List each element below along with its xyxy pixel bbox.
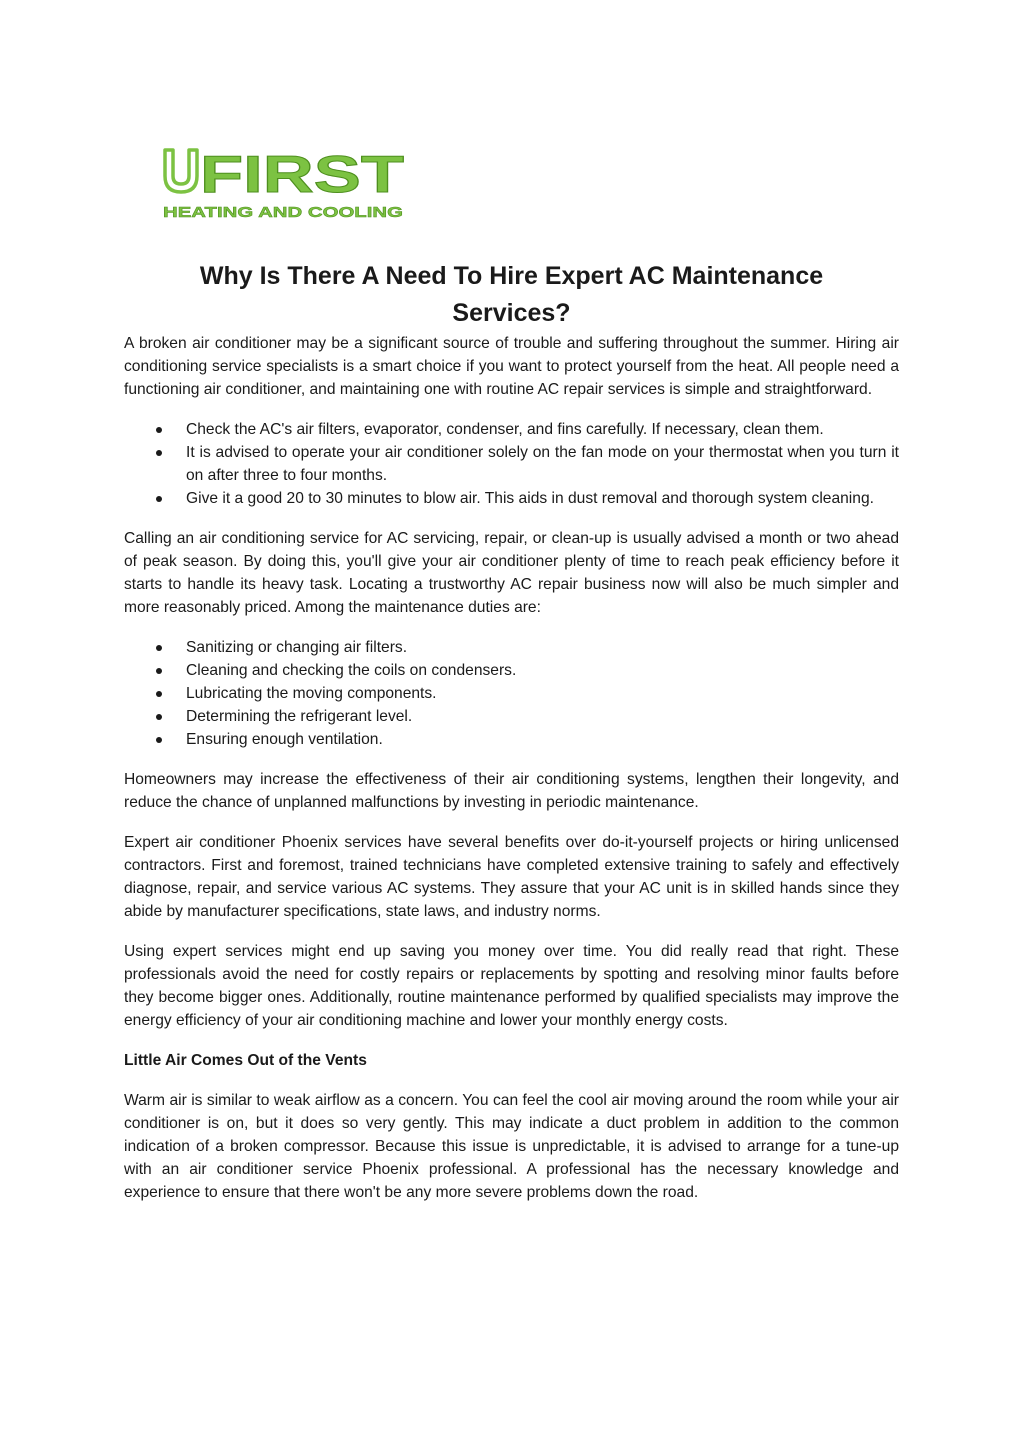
- airflow-paragraph: Warm air is similar to weak airflow as a concern. You can feel the cool air moving around the room while your air conditioner is on, but it does so very gently. This may indicate a duct problem in addition to the common indication of a broken compressor. Because this issue is unpredictable, it is advised to arrange for a tune-up with an air conditioner service Phoenix professional. A professional has the necessary knowledge and experience to ensure that there won't be any more severe problems down the road.: [124, 1092, 899, 1201]
- page-title: Why Is There A Need To Hire Expert AC Maintenance Services?: [199, 262, 824, 327]
- list-item: [124, 682, 899, 705]
- logo-tagline: HEATING AND COOLING: [163, 204, 403, 221]
- list-item-text: Cleaning and checking the coils on condensers.: [186, 662, 517, 679]
- bullet-icon: [156, 668, 162, 674]
- expert-paragraph: Expert air conditioner Phoenix services have several benefits over do-it-yourself projects or hiring unlicensed contractors. First and foremost, trained technicians have completed extensive training to safely and effectively diagnose, repair, and service various AC systems. They assure that your AC unit is in skilled hands since they abide by manufacturer specifications, state laws, and industry norms.: [124, 834, 899, 920]
- list-item: [124, 441, 899, 487]
- company-logo: [162, 146, 407, 222]
- bullet-icon: [156, 737, 162, 743]
- duties-list: [124, 636, 899, 751]
- list-item-text: Give it a good 20 to 30 minutes to blow air. This aids in dust removal and thorough system cleaning.: [186, 490, 874, 507]
- list-item: [124, 705, 899, 728]
- intro-paragraph: A broken air conditioner may be a significant source of trouble and suffering throughout the summer. Hiring air conditioning service specialists is a smart choice if you want to protect yourself from the heat. All people need a functioning air conditioner, and maintaining one with routine AC repair services is simple and straightforward.: [124, 335, 899, 398]
- list-item: [124, 487, 899, 510]
- bullet-icon: [156, 691, 162, 697]
- logo-graphic: [162, 146, 407, 222]
- savings-paragraph: Using expert services might end up saving you money over time. You did really read that right. These professionals avoid the need for costly repairs or replacements by spotting and resolving minor faults before they become bigger ones. Additionally, routine maintenance performed by qualified specialists may improve the energy efficiency of your air conditioning machine and lower your monthly energy costs.: [124, 943, 899, 1029]
- list-item: [124, 636, 899, 659]
- list-item: [124, 728, 899, 751]
- bullet-icon: [156, 427, 162, 433]
- bullet-icon: [156, 645, 162, 651]
- list-item-text: Lubricating the moving components.: [186, 685, 437, 702]
- list-item: [124, 659, 899, 682]
- logo-brand: FIRST: [200, 146, 405, 204]
- list-item-text: Sanitizing or changing air filters.: [186, 639, 408, 656]
- list-item-text: Determining the refrigerant level.: [186, 708, 413, 725]
- bullet-icon: [156, 714, 162, 720]
- tips-list: [124, 418, 899, 510]
- list-item-text: Ensuring enough ventilation.: [186, 731, 383, 748]
- section-heading: Little Air Comes Out of the Vents: [124, 1052, 367, 1069]
- article: [124, 258, 899, 1221]
- homeowners-paragraph: Homeowners may increase the effectiveness of their air conditioning systems, lengthen their longevity, and reduce the chance of unplanned malfunctions by investing in periodic maintenance.: [124, 771, 899, 811]
- list-item-text: Check the AC's air filters, evaporator, condenser, and fins carefully. If necessary, clean them.: [186, 421, 824, 438]
- calling-paragraph: Calling an air conditioning service for AC servicing, repair, or clean-up is usually advised a month or two ahead of peak season. By doing this, you'll give your air conditioner plenty of time to reach peak efficiency before it starts to handle its heavy task. Locating a trustworthy AC repair business now will also be much simpler and more reasonably priced. Among the maintenance duties are:: [124, 530, 899, 616]
- list-item-text: It is advised to operate your air conditioner solely on the fan mode on your thermostat when you turn it on after three to four months.: [186, 444, 899, 484]
- bullet-icon: [156, 450, 162, 456]
- bullet-icon: [156, 496, 162, 502]
- list-item: [124, 418, 899, 441]
